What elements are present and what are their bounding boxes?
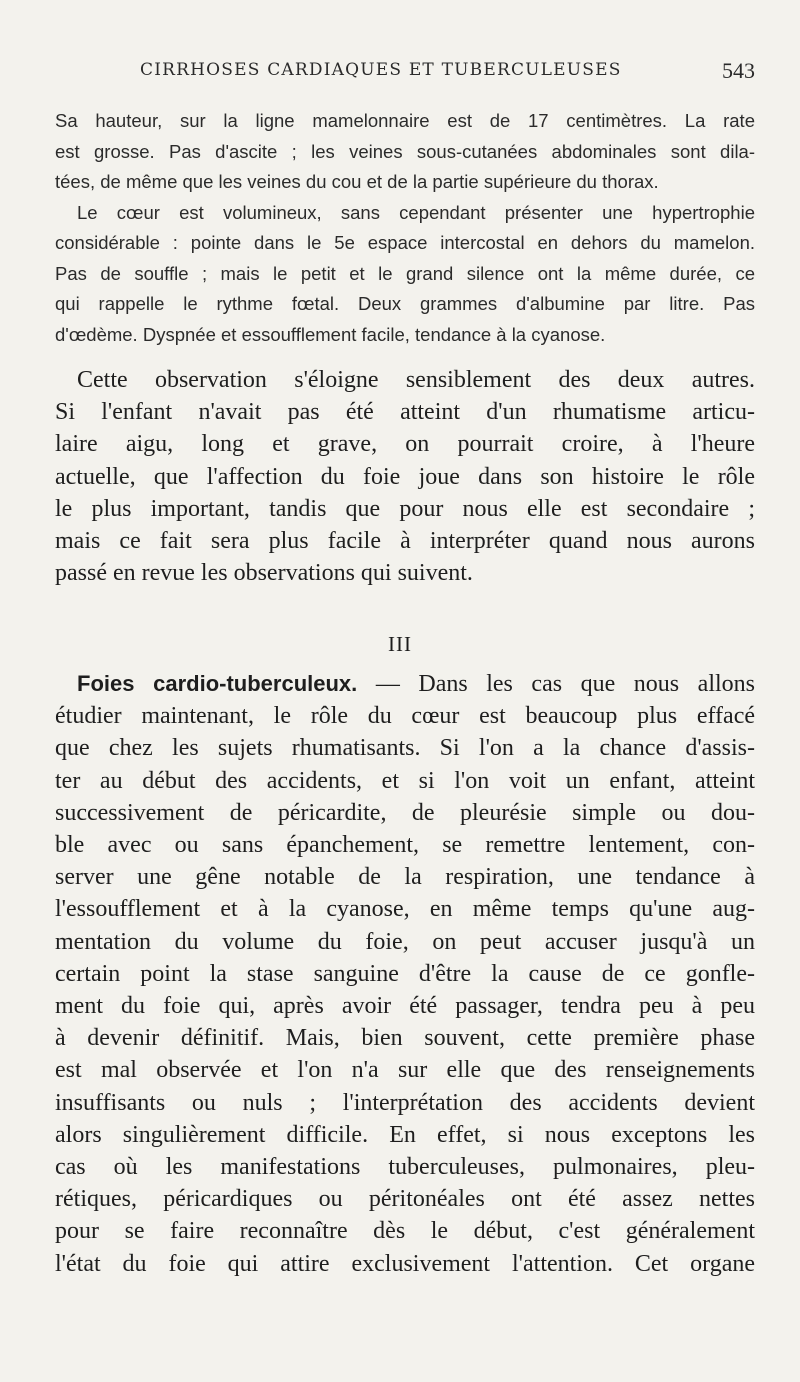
text-line: mentation du volume du foie, on peut accuser jusqu'à un bbox=[55, 928, 755, 955]
text-line: cas où les manifestations tuberculeuses, pulmonaires, pleu- bbox=[55, 1154, 755, 1181]
text-line: Cette observation s'éloigne sensiblement des deux autres. bbox=[77, 367, 755, 393]
text-line: Le cœur est volumineux, sans cependant présenter une hypertrophie bbox=[77, 201, 755, 223]
section-body bbox=[55, 668, 755, 1280]
text-line: laire aigu, long et grave, on pourrait croire, à l'heure bbox=[55, 431, 755, 458]
text-line: l'essoufflement et à la cyanose, en même temps qu'une aug- bbox=[55, 896, 755, 923]
text-line: ter au début des accidents, et si l'on voit un enfant, atteint bbox=[55, 767, 755, 794]
text-line: Pas de souffle ; mais le petit et le grand silence ont la même durée, ce bbox=[55, 262, 755, 284]
text-line: ble avec ou sans épanchement, se remettre lentement, con- bbox=[55, 832, 755, 859]
text-line: d'œdème. Dyspnée et essoufflement facile, tendance à la cyanose. bbox=[55, 323, 606, 345]
text-line: mais ce fait sera plus facile à interpréter quand nous aurons bbox=[55, 528, 755, 555]
text-line: passé en revue les observations qui suivent. bbox=[55, 560, 473, 587]
text-line: que chez les sujets rhumatisants. Si l'on a la chance d'assis- bbox=[55, 735, 755, 762]
text-line: l'état du foie qui attire exclusivement l'attention. Cet organe bbox=[55, 1250, 755, 1277]
text-line: insuffisants ou nuls ; l'interprétation des accidents devient bbox=[55, 1089, 755, 1116]
paragraph-observation-commentary bbox=[55, 364, 755, 589]
text-line: le plus important, tandis que pour nous elle est secondaire ; bbox=[55, 495, 755, 522]
text-line: Sa hauteur, sur la ligne mamelonnaire est de 17 centimètres. La rate bbox=[55, 110, 755, 131]
text-line: à devenir définitif. Mais, bien souvent, cette première phase bbox=[55, 1025, 755, 1052]
text-line: est grosse. Pas d'ascite ; les veines sous-cutanées abdominales sont dila- bbox=[55, 140, 755, 162]
text-line: ment du foie qui, après avoir été passager, tendra peu à peu bbox=[55, 993, 755, 1020]
text-line: Si l'enfant n'avait pas été atteint d'un rhumatisme articu- bbox=[55, 399, 755, 426]
observation-small-text bbox=[55, 106, 755, 350]
text-line: server une gêne notable de la respiration, une tendance à bbox=[55, 864, 755, 891]
section-first-line: — Dans les cas que nous allons bbox=[357, 671, 756, 697]
text-line bbox=[55, 668, 755, 700]
text-line: tées, de même que les veines du cou et de la partie supérieure du thorax. bbox=[55, 171, 659, 192]
section-heading: Foies cardio-tuberculeux. bbox=[77, 671, 358, 696]
text-line: alors singulièrement difficile. En effet, si nous exceptons les bbox=[55, 1121, 755, 1148]
text-line: actuelle, que l'affection du foie joue dans son histoire le rôle bbox=[55, 463, 755, 490]
text-line: successivement de péricardite, de pleurésie simple ou dou- bbox=[55, 799, 755, 826]
section-number: III bbox=[388, 632, 412, 656]
text-line: rétiques, péricardiques ou péritonéales ont été assez nettes bbox=[55, 1186, 755, 1213]
text-line: considérable : pointe dans le 5e espace intercostal en dehors du mamelon. bbox=[55, 232, 755, 253]
text-line: étudier maintenant, le rôle du cœur est beaucoup plus effacé bbox=[55, 703, 755, 730]
text-line: qui rappelle le rythme fœtal. Deux grammes d'albumine par litre. Pas bbox=[55, 293, 755, 314]
running-title: CIRRHOSES CARDIAQUES ET TUBERCULEUSES bbox=[140, 60, 622, 80]
text-line: est mal observée et l'on n'a sur elle que des renseignements bbox=[55, 1057, 755, 1084]
text-line: pour se faire reconnaître dès le début, c'est généralement bbox=[55, 1218, 755, 1245]
text-line: certain point la stase sanguine d'être la cause de ce gonfle- bbox=[55, 960, 755, 987]
page-number: 543 bbox=[722, 58, 755, 83]
